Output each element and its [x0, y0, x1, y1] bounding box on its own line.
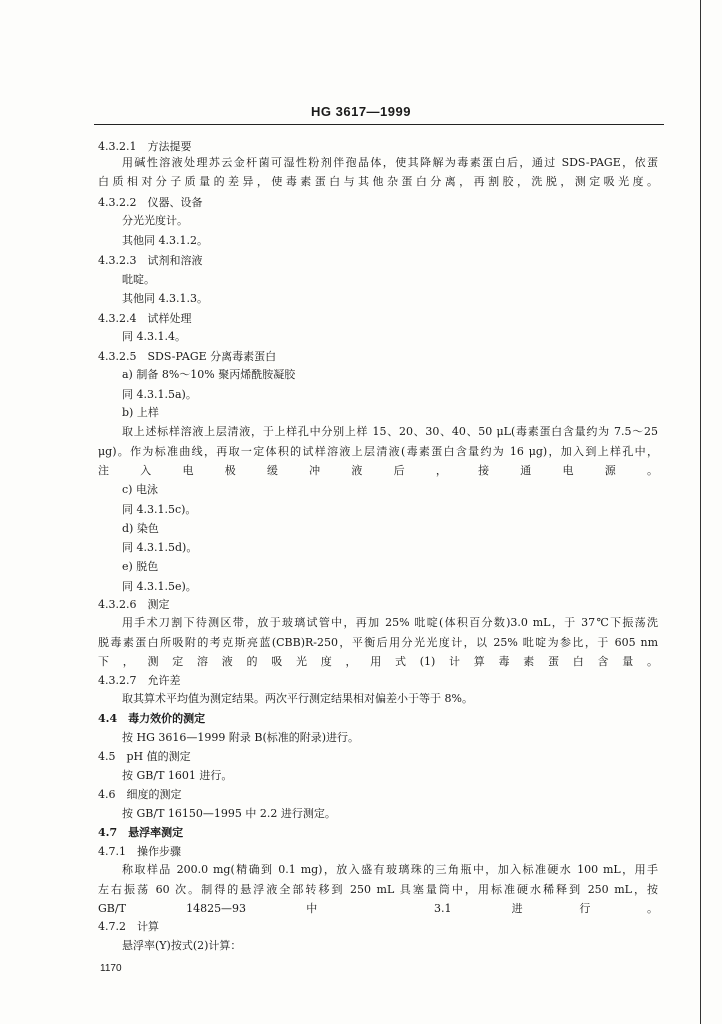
text-line: e) 脱色	[122, 560, 159, 573]
text-line: 悬浮率(Y)按式(2)计算：	[122, 939, 242, 952]
text-line: b) 上样	[122, 406, 159, 419]
text-line: 同 4.3.1.5c)。	[122, 503, 197, 516]
section-heading: 4.7.1 操作步骤	[98, 845, 181, 858]
text-line: 左右振荡 60 次。制得的悬浮液全部转移到 250 mL 具塞量筒中，用标准硬水稀释到 250 mL，按	[98, 883, 658, 896]
text-line: 其他同 4.3.1.3。	[122, 292, 208, 305]
text-line: 吡啶。	[122, 273, 155, 286]
text-line: 同 4.3.1.4。	[122, 330, 186, 343]
header-rule	[94, 124, 664, 125]
text-line: c) 电泳	[122, 483, 158, 496]
section-heading: 4.3.2.4 试样处理	[98, 312, 192, 325]
section-heading: 4.3.2.7 允许差	[98, 674, 181, 687]
text-line: 同 4.3.1.5a)。	[122, 388, 197, 401]
text-line: d) 染色	[122, 522, 159, 535]
text-line: 按 GB/T 1601 进行。	[122, 769, 233, 782]
section-heading: 4.6 细度的测定	[98, 788, 182, 801]
section-heading: 4.3.2.3 试剂和溶液	[98, 254, 203, 267]
text-line: 注入电极缓冲液后，接通电源。	[98, 464, 658, 477]
text-line: 下，测定溶液的吸光度，用式(1)计算毒素蛋白含量。	[98, 655, 658, 668]
text-line: 同 4.3.1.5d)。	[122, 541, 198, 554]
text-line: 其他同 4.3.1.2。	[122, 234, 208, 247]
page-edge-line	[700, 0, 701, 1024]
text-line: 取其算术平均值为测定结果。两次平行测定结果相对偏差小于等于 8%。	[122, 692, 473, 705]
text-line: 按 HG 3616—1999 附录 B(标准的附录)进行。	[122, 731, 360, 744]
page-number: 1170	[100, 963, 122, 974]
section-heading: 4.3.2.1 方法提要	[98, 140, 192, 153]
section-heading: 4.5 pH 值的测定	[98, 750, 191, 763]
text-line: 用手术刀割下待测区带，放于玻璃试管中，再加 25% 吡啶(体积百分数)3.0 mL，于 37℃下振荡洗	[122, 616, 658, 629]
text-line: 按 GB/T 16150—1995 中 2.2 进行测定。	[122, 807, 336, 820]
section-heading: 4.3.2.6 测定	[98, 598, 170, 611]
text-line: μg)。作为标准曲线，再取一定体积的试样溶液上层清液(毒素蛋白含量约为 16 μg)，加入到上样孔中，	[98, 445, 658, 458]
section-heading: 4.7.2 计算	[98, 920, 159, 933]
text-line: 取上述标样溶液上层清液，于上样孔中分别上样 15、20、30、40、50 μL(毒素蛋白含量约为 7.5～25	[122, 425, 658, 438]
text-line: 白质相对分子质量的差异，使毒素蛋白与其他杂蛋白分离，再割胶，洗脱，测定吸光度。	[98, 175, 658, 188]
section-heading: 4.3.2.2 仪器、设备	[98, 196, 203, 209]
text-line: a) 制备 8%～10% 聚丙烯酰胺凝胶	[122, 368, 296, 381]
running-header: HG 3617—1999	[311, 104, 411, 119]
text-line: GB/T 14825—93 中 3.1 进行。	[98, 902, 658, 915]
section-heading: 4.3.2.5 SDS-PAGE 分离毒素蛋白	[98, 350, 277, 363]
section-heading: 4.4 毒力效价的测定	[98, 712, 206, 725]
text-line: 同 4.3.1.5e)。	[122, 580, 197, 593]
text-line: 用碱性溶液处理苏云金杆菌可湿性粉剂伴孢晶体，使其降解为毒素蛋白后，通过 SDS-PAGE，依蛋	[122, 156, 658, 169]
text-line: 分光光度计。	[122, 214, 188, 227]
text-line: 脱毒素蛋白所吸附的考克斯亮蓝(CBB)R-250，平衡后用分光光度计，以 25% 吡啶为参比，于 605 nm	[98, 636, 658, 649]
section-heading: 4.7 悬浮率测定	[98, 826, 184, 839]
text-line: 称取样品 200.0 mg(精确到 0.1 mg)，放入盛有玻璃珠的三角瓶中，加入标准硬水 100 mL，用手	[122, 863, 658, 876]
